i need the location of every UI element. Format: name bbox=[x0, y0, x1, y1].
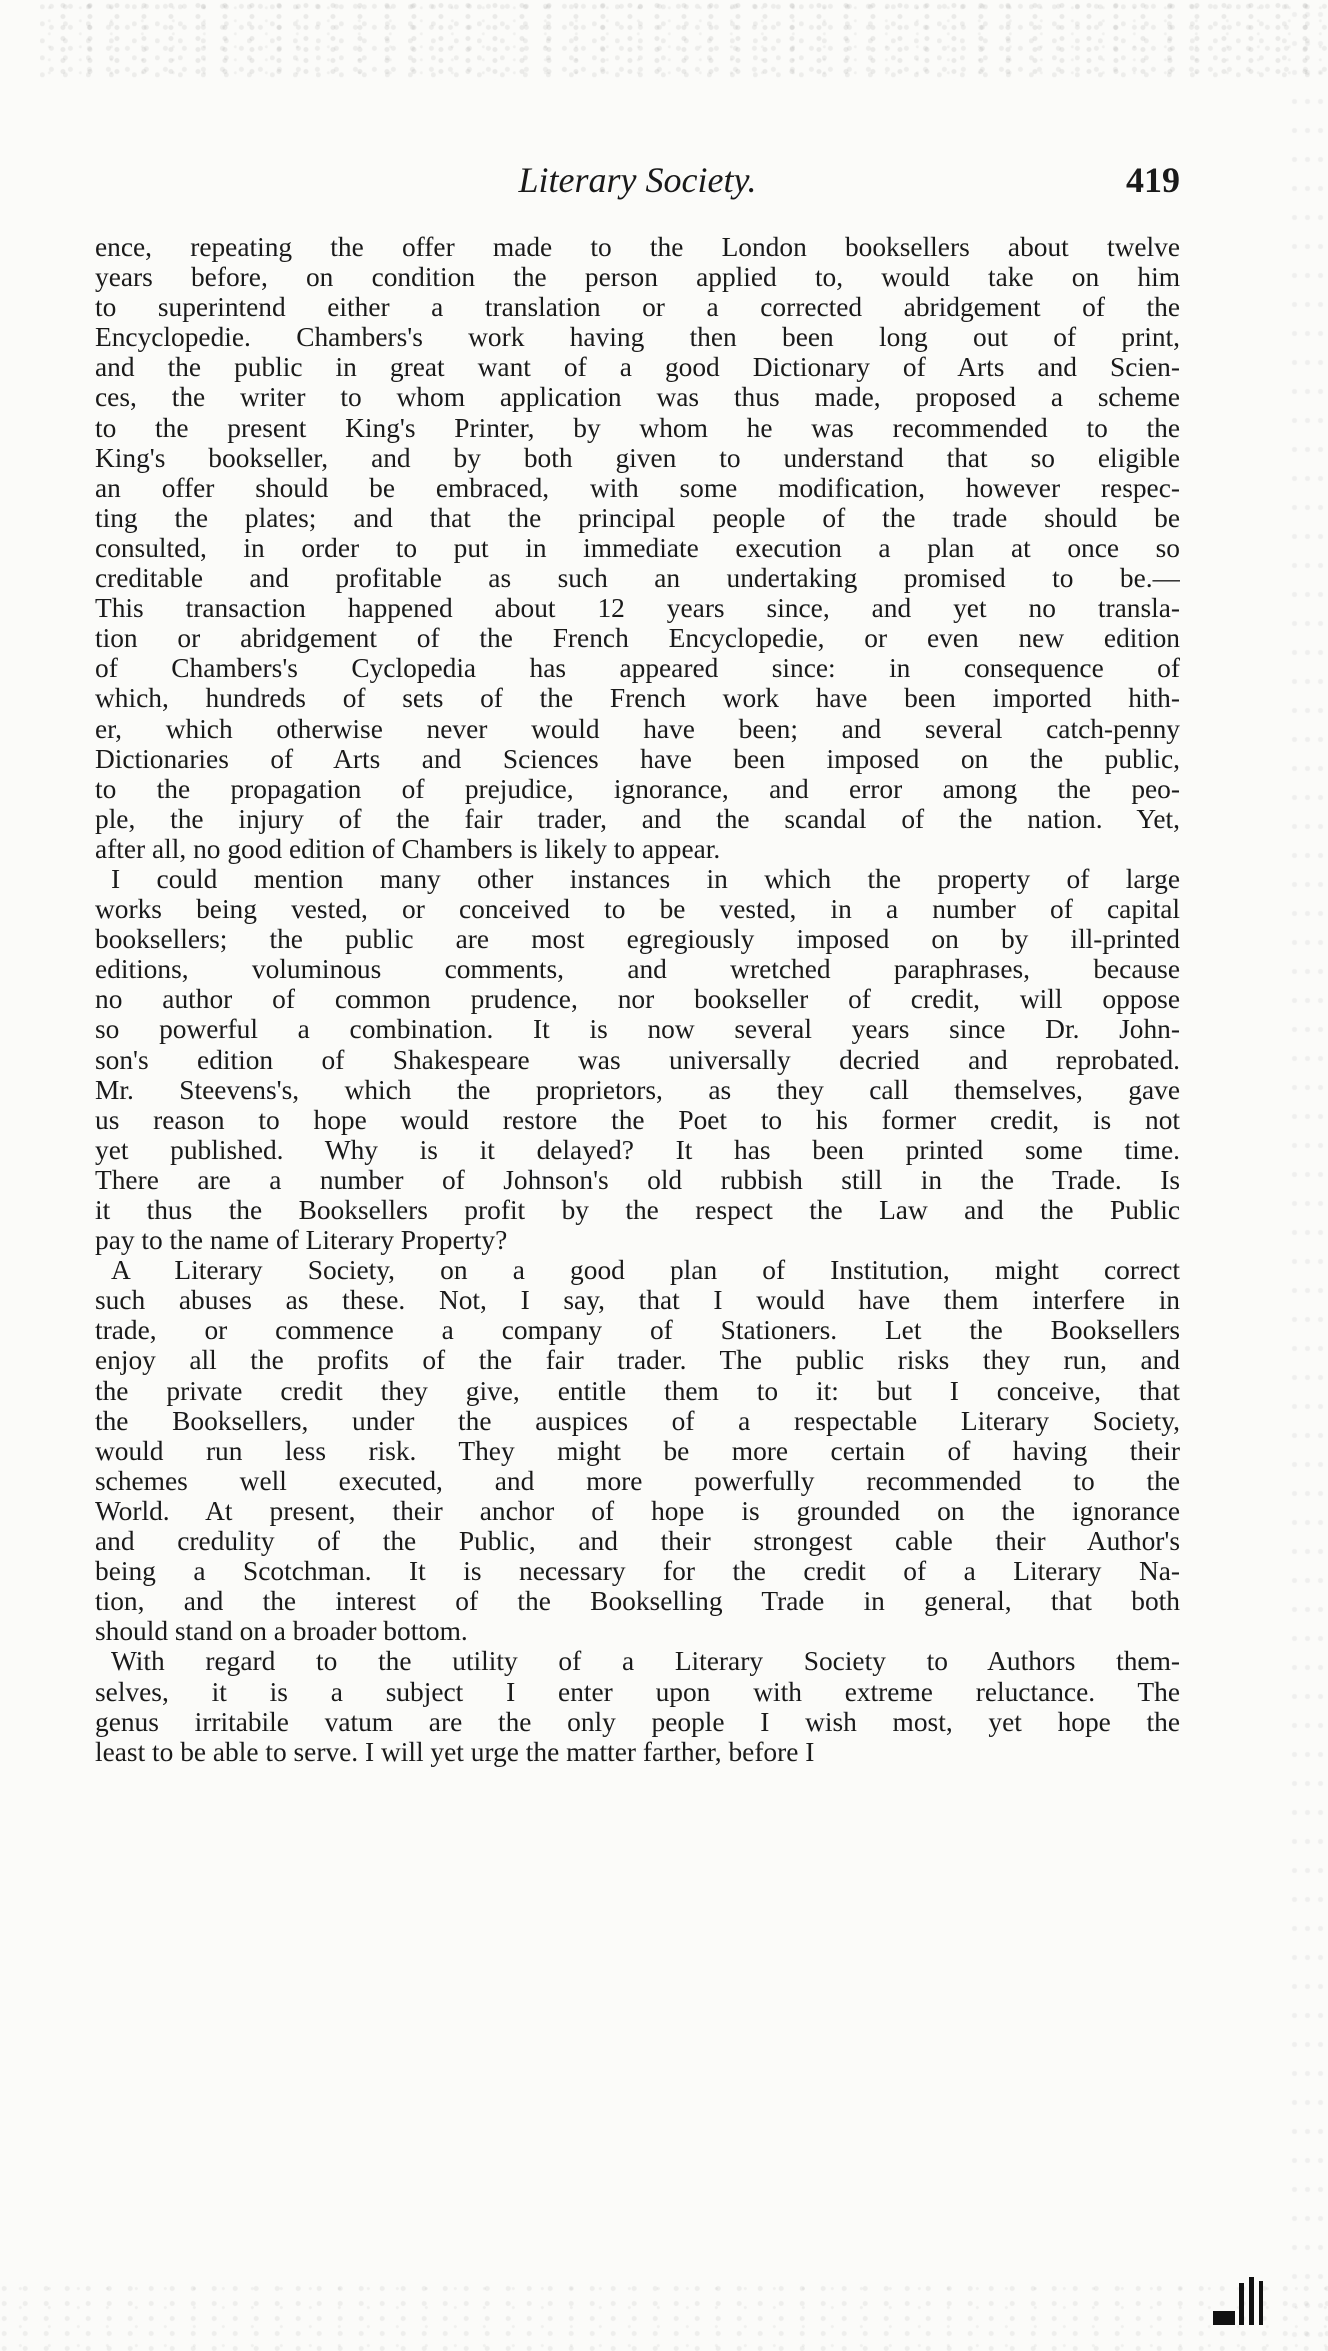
text-line: Mr. Steevens's, which the proprietors, as they call themselves, gave bbox=[95, 1074, 1180, 1105]
text-line: ces, the writer to whom application was thus made, proposed a scheme bbox=[95, 382, 1180, 413]
text-line: pay to the name of Literary Property? bbox=[95, 1225, 508, 1256]
running-head bbox=[95, 155, 1180, 205]
text-line: it thus the Booksellers profit by the respect the Law and the Public bbox=[95, 1195, 1180, 1225]
text-line: King's bookseller, and by both given to understand that so eligible bbox=[95, 442, 1180, 473]
text-line: booksellers; the public are most egregiously imposed on by ill-printed bbox=[95, 924, 1180, 955]
text-line: creditable and profitable as such an undertaking promised to be.— bbox=[95, 563, 1180, 594]
text-line: ting the plates; and that the principal people of the trade should be bbox=[95, 502, 1180, 533]
text-line: us reason to hope would restore the Poet to his former credit, is not bbox=[95, 1104, 1180, 1135]
text-line: such abuses as these. Not, I say, that I would have them interfere in bbox=[95, 1285, 1180, 1316]
text-line: to superintend either a translation or a corrected abridgement of the bbox=[95, 292, 1180, 323]
text-line: Encyclopedie. Chambers's work having then been long out of print, bbox=[95, 322, 1180, 353]
text-line: would run less risk. They might be more certain of having their bbox=[95, 1435, 1180, 1466]
scan-noise-top bbox=[40, 0, 1328, 80]
text-line: consulted, in order to put in immediate execution a plan at once so bbox=[95, 532, 1180, 563]
text-line: er, which otherwise never would have been; and several catch-penny bbox=[95, 713, 1180, 744]
text-line: which, hundreds of sets of the French work have been imported hith- bbox=[95, 683, 1180, 714]
text-line: should stand on a broader bottom. bbox=[95, 1616, 468, 1647]
text-line: yet published. Why is it delayed? It has been printed some time. bbox=[95, 1134, 1180, 1165]
text-line: and the public in great want of a good Dictionary of Arts and Scien- bbox=[95, 352, 1180, 383]
body-text bbox=[95, 232, 1180, 1767]
binding-mark-icon bbox=[1203, 2263, 1273, 2333]
text-line: to the present King's Printer, by whom he was recommended to the bbox=[95, 412, 1180, 443]
text-line: I could mention many other instances in which the property of large bbox=[111, 863, 1180, 894]
text-line: tion or abridgement of the French Encyclopedie, or even new edition bbox=[95, 623, 1180, 654]
text-line: editions, voluminous comments, and wretched paraphrases, because bbox=[95, 954, 1180, 985]
text-line: genus irritabile vatum are the only people I wish most, yet hope the bbox=[95, 1706, 1180, 1737]
text-line: A Literary Society, on a good plan of Institution, might correct bbox=[111, 1255, 1180, 1286]
text-line: the private credit they give, entitle them to it: but I conceive, that bbox=[95, 1375, 1180, 1406]
text-line: With regard to the utility of a Literary Society to Authors them- bbox=[111, 1646, 1180, 1677]
text-line: tion, and the interest of the Bookselling Trade in general, that both bbox=[95, 1586, 1180, 1617]
text-line: being a Scotchman. It is necessary for the credit of a Literary Na- bbox=[95, 1556, 1180, 1587]
text-line: so powerful a combination. It is now several years since Dr. John- bbox=[95, 1014, 1180, 1045]
text-line: after all, no good edition of Chambers is likely to appear. bbox=[95, 833, 721, 864]
text-line: There are a number of Johnson's old rubbish still in the Trade. Is bbox=[95, 1164, 1180, 1195]
text-line: years before, on condition the person applied to, would take on him bbox=[95, 262, 1180, 293]
text-line: enjoy all the profits of the fair trader. The public risks they run, and bbox=[95, 1345, 1180, 1376]
text-line: works being vested, or conceived to be vested, in a number of capital bbox=[95, 894, 1180, 925]
text-line: schemes well executed, and more powerfully recommended to the bbox=[95, 1465, 1180, 1496]
text-line: ence, repeating the offer made to the London booksellers about twelve bbox=[95, 232, 1180, 262]
text-line: ple, the injury of the fair trader, and the scandal of the nation. Yet, bbox=[95, 803, 1180, 834]
text-line: This transaction happened about 12 years since, and yet no transla- bbox=[95, 593, 1180, 624]
text-line: selves, it is a subject I enter upon with extreme reluctance. The bbox=[95, 1676, 1180, 1707]
text-line: to the propagation of prejudice, ignorance, and error among the peo- bbox=[95, 773, 1180, 804]
page-number: 419 bbox=[1126, 160, 1180, 200]
text-line: trade, or commence a company of Stationers. Let the Booksellers bbox=[95, 1315, 1180, 1346]
scan-noise-right bbox=[1288, 0, 1328, 2351]
text-line: World. At present, their anchor of hope is grounded on the ignorance bbox=[95, 1495, 1180, 1526]
text-line: an offer should be embraced, with some modification, however respec- bbox=[95, 472, 1180, 503]
text-line: son's edition of Shakespeare was universally decried and reprobated. bbox=[95, 1044, 1180, 1075]
text-line: no author of common prudence, nor bookseller of credit, will oppose bbox=[95, 984, 1180, 1015]
text-line: of Chambers's Cyclopedia has appeared since: in consequence of bbox=[95, 653, 1180, 684]
text-line: least to be able to serve. I will yet urge the matter farther, before I bbox=[95, 1736, 815, 1767]
scan-noise-bottom bbox=[0, 2281, 1328, 2351]
running-title: Literary Society. bbox=[518, 160, 757, 200]
text-line: Dictionaries of Arts and Sciences have been imposed on the public, bbox=[95, 743, 1180, 774]
text-line: the Booksellers, under the auspices of a respectable Literary Society, bbox=[95, 1405, 1180, 1436]
text-line: and credulity of the Public, and their strongest cable their Author's bbox=[95, 1526, 1180, 1557]
